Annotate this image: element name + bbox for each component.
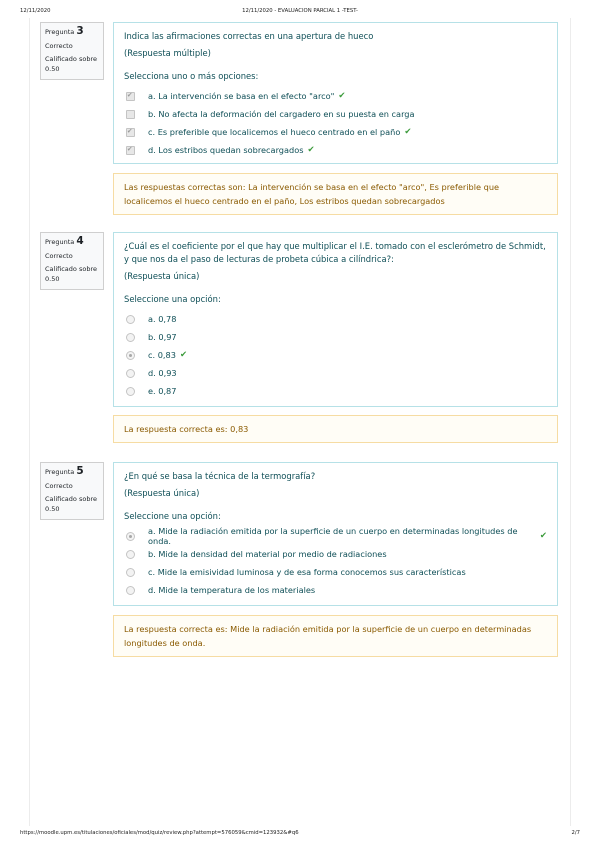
option-b[interactable] <box>124 105 547 123</box>
question-prompt: Seleccione una opción: <box>124 511 221 521</box>
print-date: 12/11/2020 <box>20 8 51 14</box>
question-state: Correcto <box>45 481 73 490</box>
option-c[interactable] <box>124 346 547 364</box>
option-a[interactable] <box>124 527 547 545</box>
option-d[interactable] <box>124 364 547 382</box>
option-c[interactable] <box>124 123 547 141</box>
question-info <box>40 22 104 80</box>
question-formulation <box>113 462 558 606</box>
option-label: d. Mide la temperatura de los materiales <box>148 585 316 595</box>
option-label: b. No afecta la deformación del cargadero en su puesta en carga <box>148 109 415 119</box>
question-type: (Respuesta única) <box>124 488 200 498</box>
question-prompt: Seleccione una opción: <box>124 294 221 304</box>
radio-button[interactable] <box>126 586 135 595</box>
option-label: c. Mide la emisividad luminosa y de esa forma conocemos sus características <box>148 567 466 577</box>
question-label: Pregunta <box>45 28 75 36</box>
option-label: c. 0,83 <box>148 350 176 360</box>
option-d[interactable] <box>124 141 547 159</box>
option-a[interactable] <box>124 310 547 328</box>
question-text: Indica las afirmaciones correctas en una apertura de hueco <box>124 31 374 41</box>
option-label: b. 0,97 <box>148 332 177 342</box>
question-text: ¿Cuál es el coeficiente por el que hay que multiplicar el I.E. tomado con el esclerómetro de Schmidt, y que nos da el paso de lecturas de probeta cúbica a cilíndrica?: <box>124 241 546 264</box>
option-label: e. 0,87 <box>148 386 177 396</box>
question-info <box>40 462 104 520</box>
question-number: 4 <box>76 235 84 247</box>
option-label: d. 0,93 <box>148 368 177 378</box>
page-border-left <box>29 18 30 826</box>
radio-button[interactable] <box>126 550 135 559</box>
option-label: d. Los estribos quedan sobrecargados <box>148 145 304 155</box>
question-feedback: La respuesta correcta es: Mide la radiación emitida por la superficie de un cuerpo en determinadas longitudes de onda. <box>113 615 558 657</box>
question-grade: Calificado sobre 0.50 <box>45 265 97 283</box>
option-b[interactable] <box>124 328 547 346</box>
radio-button[interactable] <box>126 532 135 541</box>
question-type: (Respuesta única) <box>124 271 200 281</box>
question-prompt: Selecciona uno o más opciones: <box>124 71 259 81</box>
option-label: a. Mide la radiación emitida por la superficie de un cuerpo en determinadas longitudes de onda. <box>148 526 518 546</box>
page-border-right <box>570 18 571 826</box>
question-grade: Calificado sobre 0.50 <box>45 495 97 513</box>
question-feedback: Las respuestas correctas son: La intervención se basa en el efecto "arco", Es preferible que localicemos el hueco centrado en el paño, Los estribos quedan sobrecargados <box>113 173 558 215</box>
option-b[interactable] <box>124 545 547 563</box>
print-title: 12/11/2020 - EVALUACION PARCIAL 1 -TEST- <box>242 8 358 14</box>
question-number: 5 <box>76 465 84 477</box>
option-label: b. Mide la densidad del material por medio de radiaciones <box>148 549 387 559</box>
check-icon: ✔ <box>338 91 346 101</box>
radio-button[interactable] <box>126 369 135 378</box>
radio-button[interactable] <box>126 315 135 324</box>
question-state: Correcto <box>45 41 73 50</box>
check-icon: ✔ <box>539 531 547 541</box>
radio-button[interactable] <box>126 351 135 360</box>
question-info <box>40 232 104 290</box>
question-formulation <box>113 22 558 164</box>
checkbox[interactable] <box>126 128 135 137</box>
option-c[interactable] <box>124 563 547 581</box>
radio-button[interactable] <box>126 568 135 577</box>
question-number: 3 <box>76 25 84 37</box>
check-icon: ✔ <box>179 350 188 360</box>
option-e[interactable] <box>124 382 547 400</box>
radio-button[interactable] <box>126 387 135 396</box>
question-type: (Respuesta múltiple) <box>124 48 211 58</box>
check-icon: ✔ <box>307 145 315 155</box>
checkbox[interactable] <box>126 92 135 101</box>
print-page-number: 2/7 <box>571 830 580 836</box>
question-label: Pregunta <box>45 468 75 476</box>
checkbox[interactable] <box>126 146 135 155</box>
print-url: https://moodle.upm.es/titulaciones/oficiales/mod/quiz/review.php?attempt=576059&cmid=123932&#q6 <box>20 830 299 836</box>
radio-button[interactable] <box>126 333 135 342</box>
checkbox[interactable] <box>126 110 135 119</box>
option-a[interactable] <box>124 87 547 105</box>
question-state: Correcto <box>45 251 73 260</box>
question-grade: Calificado sobre 0.50 <box>45 55 97 73</box>
option-label: a. La intervención se basa en el efecto "arco" <box>148 91 335 101</box>
option-d[interactable] <box>124 581 547 599</box>
option-label: a. 0,78 <box>148 314 177 324</box>
check-icon: ✔ <box>404 127 412 137</box>
question-label: Pregunta <box>45 238 75 246</box>
question-text: ¿En qué se basa la técnica de la termografía? <box>124 471 316 481</box>
option-label: c. Es preferible que localicemos el hueco centrado en el paño <box>148 127 401 137</box>
question-formulation <box>113 232 558 407</box>
question-feedback: La respuesta correcta es: 0,83 <box>113 415 558 443</box>
